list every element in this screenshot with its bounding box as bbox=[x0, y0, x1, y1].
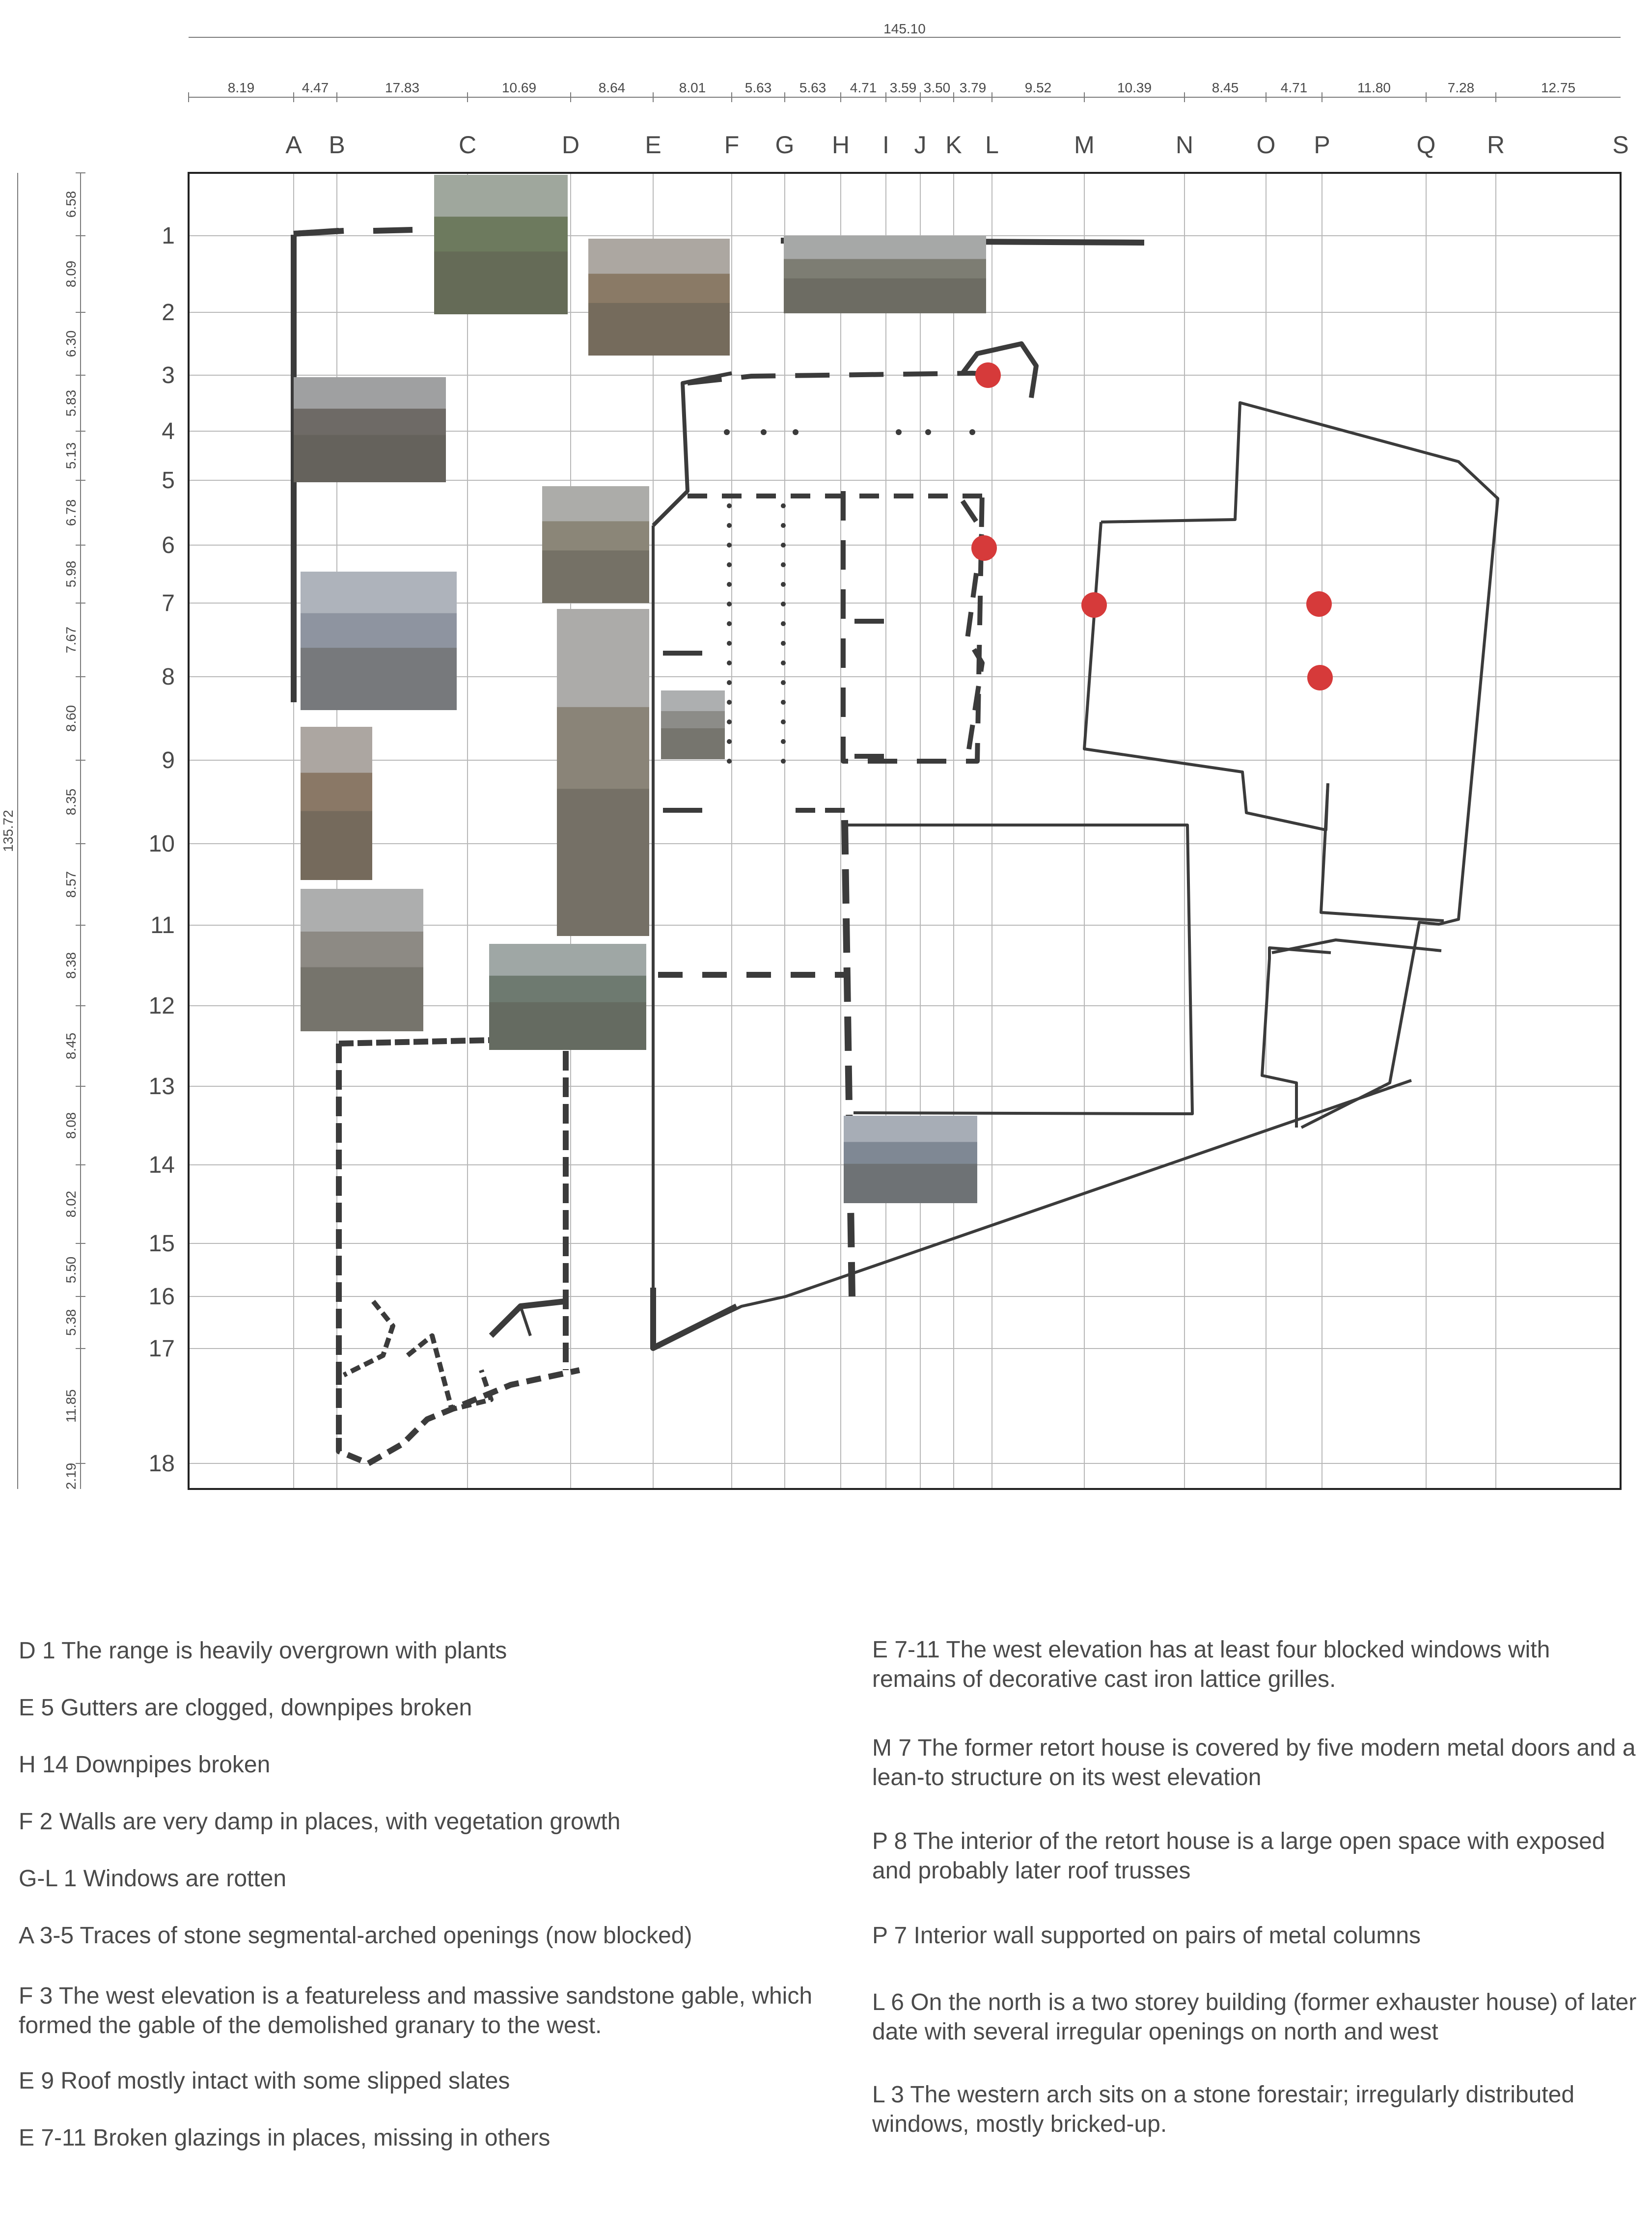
north-boundary-stub bbox=[373, 230, 413, 231]
grid-column-label: C bbox=[458, 131, 477, 159]
grid-column-label: A bbox=[285, 131, 302, 159]
retort-house-outline bbox=[1101, 403, 1498, 1128]
central-wall bbox=[845, 820, 852, 1296]
note-right: M 7 The former retort house is covered by five modern metal doors and a lean-to structure on its west elevation bbox=[872, 1735, 1636, 1790]
note-left: E 5 Gutters are clogged, downpipes broken bbox=[19, 1695, 472, 1721]
grid-row-label: 5 bbox=[162, 468, 175, 494]
grid-row-label: 16 bbox=[148, 1284, 175, 1310]
column-dot bbox=[727, 680, 732, 685]
grid-column-label: R bbox=[1487, 131, 1505, 159]
condition-marker bbox=[971, 535, 997, 561]
column-dot bbox=[727, 759, 732, 764]
column-span-label: 8.01 bbox=[679, 80, 706, 95]
column-dot bbox=[781, 700, 786, 705]
column-span-label: 4.47 bbox=[302, 80, 329, 95]
column-span-label: 11.80 bbox=[1357, 80, 1391, 95]
lower-court-south-wall bbox=[339, 1370, 579, 1463]
store-building bbox=[845, 825, 1192, 1114]
column-dot bbox=[761, 429, 767, 435]
column-span-label: 10.69 bbox=[501, 80, 537, 95]
row-span-label: 5.98 bbox=[63, 560, 79, 588]
overall-height-label: 135.72 bbox=[0, 810, 16, 852]
grid-column-label: Q bbox=[1416, 131, 1436, 159]
row-span-label: 5.50 bbox=[63, 1256, 79, 1284]
column-dot bbox=[727, 719, 732, 724]
grid-row-label: 13 bbox=[148, 1074, 175, 1100]
stone-range-windows-photo bbox=[784, 236, 986, 313]
grid-row-label: 15 bbox=[148, 1231, 175, 1257]
grid-row-label: 14 bbox=[148, 1152, 175, 1178]
photo-sky bbox=[557, 609, 649, 707]
lean-to-wall bbox=[1262, 948, 1331, 1128]
retort-house-exterior-photo bbox=[844, 1116, 977, 1203]
photo-sky bbox=[542, 486, 649, 521]
grid-column-label: E bbox=[645, 131, 661, 159]
note-left: F 3 The west elevation is a featureless and massive sandstone gable, which formed the gable of the demolished granary to the west. bbox=[19, 1983, 813, 2038]
note-right: L 3 The western arch sits on a stone forestair; irregularly distributed windows, mostly bricked-up. bbox=[872, 2082, 1575, 2137]
metal-doors-photo bbox=[489, 944, 646, 1050]
note-left: D 1 The range is heavily overgrown with plants bbox=[19, 1638, 507, 1664]
grid-column-label: M bbox=[1074, 131, 1095, 159]
column-dot bbox=[727, 641, 732, 646]
column-dot bbox=[781, 759, 786, 764]
grid-row-label: 17 bbox=[148, 1336, 175, 1362]
main-outer-wall bbox=[653, 525, 1411, 1348]
column-span-label: 12.75 bbox=[1541, 80, 1576, 95]
column-dot bbox=[781, 719, 786, 724]
photo-sky bbox=[434, 175, 568, 217]
row-span-label: 6.30 bbox=[63, 330, 79, 358]
grid-column-label: H bbox=[831, 131, 850, 159]
note-left: F 2 Walls are very damp in places, with vegetation growth bbox=[19, 1809, 621, 1835]
blocked-arches-wall-photo bbox=[294, 377, 446, 482]
grid-row-label: 11 bbox=[150, 912, 175, 938]
condition-marker bbox=[1306, 591, 1332, 617]
column-span-label: 5.63 bbox=[799, 80, 826, 95]
row-span-label: 8.60 bbox=[63, 705, 79, 732]
column-span-label: 8.45 bbox=[1211, 80, 1239, 95]
photo-sky bbox=[301, 889, 423, 932]
column-dot bbox=[781, 739, 786, 744]
condition-marker bbox=[975, 362, 1001, 388]
lower-court-north-wall bbox=[339, 1040, 491, 1044]
grid-row-label: 4 bbox=[162, 418, 175, 444]
photo-sky bbox=[301, 727, 372, 773]
grid-row-label: 12 bbox=[148, 993, 175, 1019]
photo-ground bbox=[661, 728, 725, 759]
column-dot bbox=[781, 503, 786, 508]
grid-row-label: 3 bbox=[162, 362, 175, 388]
column-dot bbox=[781, 641, 786, 646]
column-dot bbox=[727, 700, 732, 705]
exhauster-house bbox=[843, 491, 982, 761]
photo-sky bbox=[301, 572, 457, 613]
column-span-label: 7.28 bbox=[1447, 80, 1475, 95]
retort-house-west-wall bbox=[1084, 522, 1328, 830]
note-right: E 7-11 The west elevation has at least four blocked windows with remains of decorative cast iron lattice grilles. bbox=[872, 1637, 1550, 1692]
column-dot bbox=[896, 429, 902, 435]
timber-door-photo bbox=[301, 727, 372, 880]
column-dot bbox=[727, 621, 732, 626]
grid-row-label: 18 bbox=[148, 1451, 175, 1477]
grid-column-label: N bbox=[1175, 131, 1194, 159]
condition-notes bbox=[0, 1621, 1652, 2210]
column-dot bbox=[781, 680, 786, 685]
grid-column-label: K bbox=[945, 131, 962, 159]
courtyard-view-photo bbox=[301, 572, 457, 710]
condition-marker bbox=[1307, 665, 1333, 690]
grid-column-label: P bbox=[1314, 131, 1330, 159]
column-dot bbox=[727, 661, 732, 665]
note-left: H 14 Downpipes broken bbox=[19, 1752, 271, 1778]
photo-sky bbox=[784, 236, 986, 259]
grid-column-label: F bbox=[724, 131, 740, 159]
brick-gable-photo bbox=[588, 239, 730, 356]
grid-column-label: I bbox=[882, 131, 889, 159]
column-span-label: 8.19 bbox=[227, 80, 255, 95]
column-dot bbox=[724, 429, 730, 435]
note-left: E 9 Roof mostly intact with some slipped slates bbox=[19, 2068, 510, 2094]
column-span-label: 17.83 bbox=[385, 80, 420, 95]
grid-row-label: 8 bbox=[162, 664, 175, 690]
grid-column-label: G bbox=[775, 131, 795, 159]
row-span-label: 11.85 bbox=[63, 1389, 79, 1423]
column-span-label: 5.63 bbox=[744, 80, 772, 95]
column-span-label: 9.52 bbox=[1024, 80, 1052, 95]
row-span-label: 5.83 bbox=[63, 389, 79, 417]
column-dot bbox=[781, 523, 786, 528]
photo-ground bbox=[784, 278, 986, 313]
column-dot bbox=[781, 582, 786, 587]
sandstone-gable-photo bbox=[557, 609, 649, 936]
west-elevation-grilles-photo bbox=[542, 486, 649, 603]
column-dot bbox=[727, 503, 732, 508]
note-left: E 7-11 Broken glazings in places, missing in others bbox=[19, 2125, 551, 2151]
note-left: A 3-5 Traces of stone segmental-arched openings (now blocked) bbox=[19, 1923, 692, 1949]
row-span-label: 8.02 bbox=[63, 1190, 79, 1218]
column-dot bbox=[793, 429, 798, 435]
annex-wall bbox=[1321, 783, 1444, 921]
column-dot bbox=[781, 562, 786, 567]
photo-sky bbox=[844, 1116, 977, 1142]
curved-stair bbox=[344, 1301, 393, 1375]
photo-ground bbox=[301, 648, 457, 710]
photo-ground bbox=[294, 435, 446, 482]
row-span-label: 7.67 bbox=[63, 626, 79, 654]
column-span-label: 3.59 bbox=[889, 80, 917, 95]
column-dot bbox=[727, 523, 732, 528]
column-span-label: 4.71 bbox=[1280, 80, 1308, 95]
column-span-label: 3.50 bbox=[923, 80, 951, 95]
row-span-label: 5.13 bbox=[63, 442, 79, 469]
grid-column-label: D bbox=[561, 131, 580, 159]
column-dot bbox=[727, 739, 732, 744]
column-span-label: 3.79 bbox=[959, 80, 987, 95]
stair-treads bbox=[521, 1306, 530, 1336]
photo-sky bbox=[294, 377, 446, 409]
row-span-label: 8.38 bbox=[63, 952, 79, 979]
photo-ground bbox=[489, 1002, 646, 1050]
condition-marker bbox=[1081, 592, 1107, 618]
row-span-label: 8.57 bbox=[63, 871, 79, 898]
column-dot bbox=[727, 543, 732, 548]
building-walls bbox=[294, 230, 1498, 1463]
row-span-label: 8.08 bbox=[63, 1112, 79, 1139]
row-span-label: 8.09 bbox=[63, 260, 79, 288]
grid-column-label: O bbox=[1256, 131, 1276, 159]
note-right: L 6 On the north is a two storey building (former exhauster house) of later date with several irregular openings on north and west bbox=[872, 1989, 1637, 2045]
grid-row-label: 6 bbox=[162, 532, 175, 558]
column-dot bbox=[781, 661, 786, 665]
grid-row-label: 10 bbox=[148, 831, 175, 857]
column-dot bbox=[727, 582, 732, 587]
row-span-label: 6.58 bbox=[63, 191, 79, 218]
stone-barn-photo bbox=[301, 889, 423, 1031]
photo-ground bbox=[542, 551, 649, 603]
column-dot bbox=[781, 543, 786, 548]
drawing-frame bbox=[189, 173, 1621, 1489]
photo-sky bbox=[588, 239, 730, 274]
row-span-label: 8.45 bbox=[63, 1032, 79, 1060]
photo-sky bbox=[661, 690, 725, 711]
grid-column-label: J bbox=[914, 131, 927, 159]
curved-stair bbox=[408, 1336, 491, 1409]
photo-ground bbox=[588, 303, 730, 356]
column-dot bbox=[925, 429, 931, 435]
photo-ground bbox=[434, 251, 568, 314]
note-left: G-L 1 Windows are rotten bbox=[19, 1866, 287, 1892]
grid-column-label: B bbox=[329, 131, 345, 159]
note-right: P 7 Interior wall supported on pairs of metal columns bbox=[872, 1923, 1421, 1949]
row-span-label: 5.38 bbox=[63, 1309, 79, 1336]
overgrown-range-photo bbox=[434, 175, 568, 314]
photo-ground bbox=[844, 1164, 977, 1203]
slate-roof-photo bbox=[661, 690, 725, 759]
north-return bbox=[653, 373, 732, 525]
column-span-label: 4.71 bbox=[850, 80, 877, 95]
column-dot bbox=[781, 602, 786, 606]
site-photographs bbox=[294, 175, 986, 1203]
column-dot bbox=[781, 621, 786, 626]
grid-row-label: 7 bbox=[162, 590, 175, 616]
row-span-label: 6.78 bbox=[63, 499, 79, 526]
grid-column-label: L bbox=[985, 131, 999, 159]
column-span-label: 8.64 bbox=[598, 80, 626, 95]
column-dot bbox=[969, 429, 975, 435]
photo-ground bbox=[301, 811, 372, 880]
grid-column-label: S bbox=[1612, 131, 1629, 159]
photo-sky bbox=[489, 944, 646, 976]
column-dot bbox=[727, 562, 732, 567]
grid-row-label: 9 bbox=[162, 747, 175, 773]
row-span-label: 2.19 bbox=[63, 1462, 79, 1490]
photo-ground bbox=[301, 967, 423, 1032]
column-span-label: 10.39 bbox=[1117, 80, 1152, 95]
row-span-label: 8.35 bbox=[63, 788, 79, 816]
column-dot bbox=[727, 602, 732, 606]
note-right: P 8 The interior of the retort house is a large open space with exposed and probably later roof trusses bbox=[872, 1828, 1605, 1884]
grid-row-label: 1 bbox=[162, 223, 175, 249]
north-boundary-stub bbox=[294, 231, 339, 234]
overall-width-label: 145.10 bbox=[883, 21, 926, 36]
grid-row-label: 2 bbox=[162, 300, 175, 326]
photo-ground bbox=[557, 789, 649, 936]
